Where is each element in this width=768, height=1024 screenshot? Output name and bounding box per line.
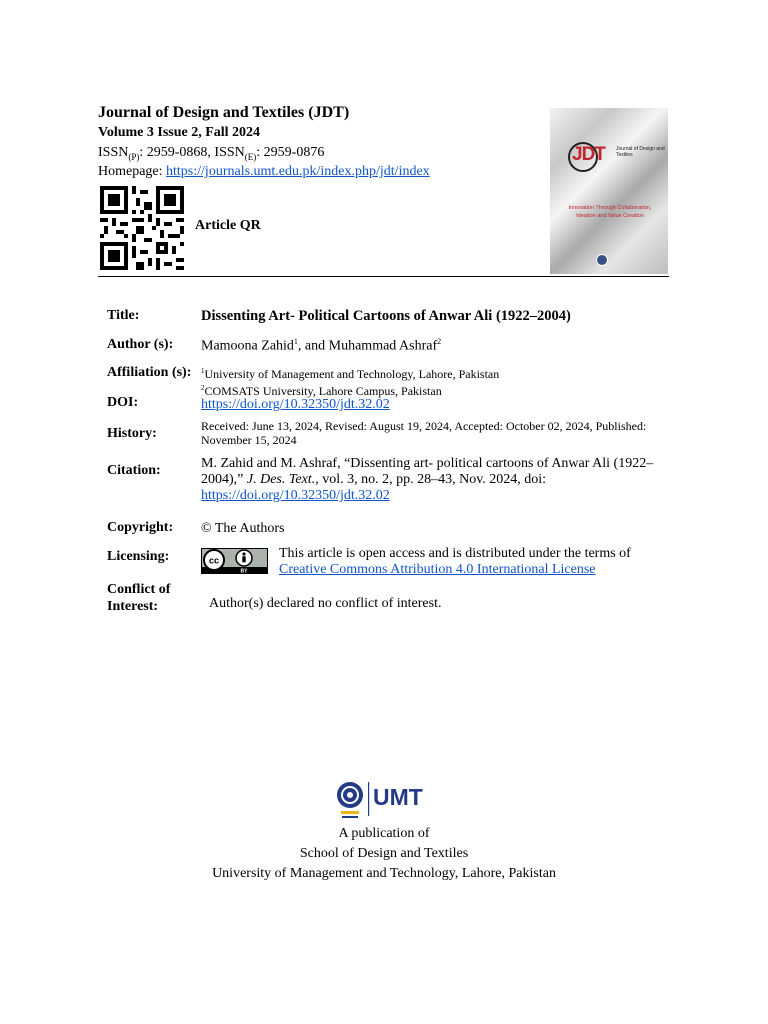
licensing-value	[279, 546, 659, 578]
history-value: Received: June 13, 2024, Revised: August 19, 2024, Accepted: October 02, 2024, Published: November 15, 2024	[201, 419, 647, 447]
citation-details: , vol. 3, no. 2, pp. 28–43, Nov. 2024, doi:	[315, 472, 547, 487]
journal-title: Journal of Design and Textiles (JDT)	[98, 104, 350, 121]
cc-license-link[interactable]: Creative Commons Attribution 4.0 International License	[279, 562, 596, 577]
affiliation-1-text: University of Management and Technology, Lahore, Pakistan	[204, 367, 500, 381]
affiliation-2-text: COMSATS University, Lahore Campus, Pakistan	[204, 384, 442, 398]
affiliation-2	[201, 381, 499, 398]
footer-university-line: University of Management and Technology, Lahore, Pakistan	[212, 866, 556, 881]
header-divider	[98, 276, 669, 277]
article-qr-code	[100, 186, 184, 270]
conflict-value: Author(s) declared no conflict of interest.	[209, 596, 442, 611]
doi-link[interactable]: https://doi.org/10.32350/jdt.32.02	[201, 397, 390, 412]
cover-seal-icon	[596, 254, 608, 266]
affiliation-list	[201, 364, 499, 398]
jdt-logo-mark: JDT	[572, 144, 605, 165]
conflict-label-line-2: Interest:	[107, 599, 159, 614]
volume-issue: Volume 3 Issue 2, Fall 2024	[98, 125, 261, 140]
author-1-sup: 1	[293, 337, 298, 346]
issn-label: ISSN	[98, 145, 129, 160]
author-separator: , and Muhammad Ashraf	[297, 338, 438, 354]
affiliation-label: Affiliation (s):	[107, 365, 192, 380]
issn-e-sub: (E)	[244, 151, 257, 162]
author-1: Mamoona Zahid	[201, 338, 294, 354]
homepage-label: Homepage:	[98, 164, 167, 179]
article-title: Dissenting Art- Political Cartoons of Anwar Ali (1922–2004)	[201, 308, 571, 324]
copyright-label: Copyright:	[107, 520, 174, 535]
conflict-label-line-1: Conflict of	[107, 582, 171, 597]
citation-label: Citation:	[107, 463, 161, 478]
citation-value	[201, 456, 661, 504]
cover-tagline: Innovation Through Collaboration, Ideation and Value Creation	[568, 205, 652, 219]
issn-line	[98, 145, 324, 162]
issn-e-value: : 2959-0876	[256, 145, 325, 160]
licensing-text: This article is open access and is distributed under the terms of	[279, 546, 631, 561]
homepage-line	[98, 164, 430, 180]
issn-p-sub: (P)	[128, 151, 140, 162]
title-label: Title:	[107, 308, 140, 323]
footer-publication-line: A publication of	[338, 826, 430, 841]
article-qr-label: Article QR	[195, 218, 261, 233]
citation-doi-link[interactable]: https://doi.org/10.32350/jdt.32.02	[201, 488, 390, 503]
homepage-link[interactable]: https://journals.umt.edu.pk/index.php/jdt/index	[166, 164, 430, 179]
author-list	[201, 337, 441, 355]
affiliation-1-sup: 1	[201, 367, 205, 375]
history-label: History:	[107, 426, 157, 441]
issn-p-value: : 2959-0868, ISSN	[139, 145, 245, 160]
svg-text:BY: BY	[240, 568, 248, 574]
svg-text:cc: cc	[208, 555, 220, 566]
licensing-label: Licensing:	[107, 549, 170, 564]
affiliation-2-sup: 2	[201, 384, 205, 392]
umt-logo	[336, 778, 436, 822]
journal-cover-image	[550, 108, 668, 274]
footer-school-line: School of Design and Textiles	[299, 846, 469, 861]
author-2-sup: 2	[437, 337, 442, 346]
doi-label: DOI:	[107, 395, 139, 410]
umt-logo-text: UMT	[373, 784, 423, 810]
copyright-value: © The Authors	[201, 521, 285, 536]
citation-journal: J. Des. Text.	[246, 472, 316, 487]
cc-by-license-icon[interactable]	[201, 548, 268, 574]
affiliation-1	[201, 364, 499, 381]
jdt-logo-words: Journal of Design and Textiles	[616, 146, 665, 158]
citation-text: M. Zahid and M. Ashraf, “Dissenting art- political cartoons of Anwar Ali (1922–2004),”	[201, 456, 654, 487]
author-label: Author (s):	[107, 337, 174, 352]
